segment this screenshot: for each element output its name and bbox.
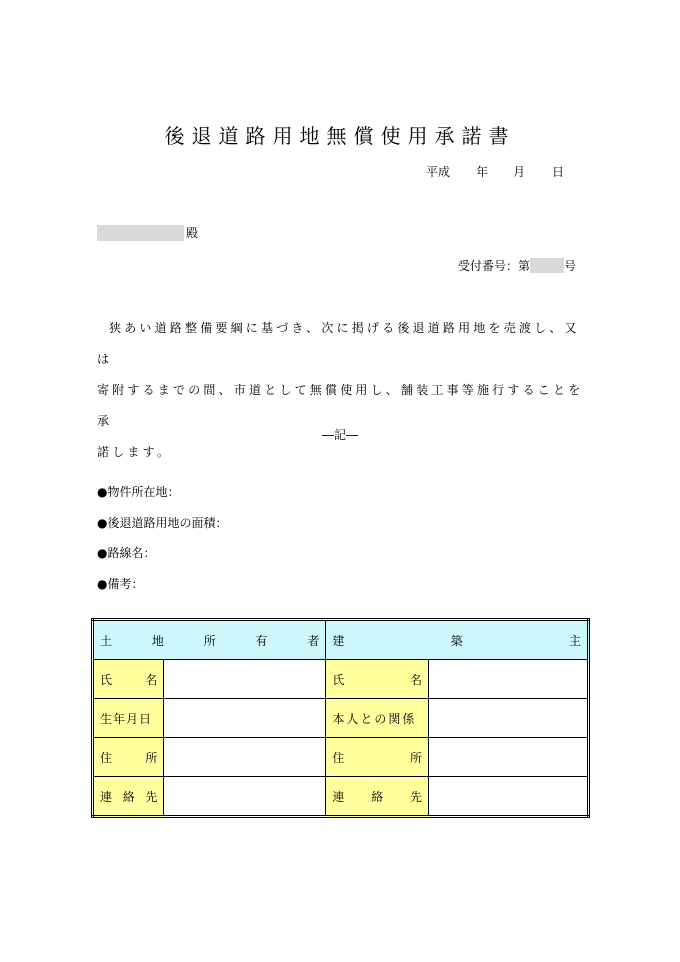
date-day: 日 xyxy=(552,165,565,179)
table-row xyxy=(93,777,589,817)
label-name-left xyxy=(93,660,164,699)
label-char: 絡 xyxy=(371,789,384,804)
table-row xyxy=(93,738,589,777)
label-birthdate xyxy=(93,699,164,738)
value-address-right[interactable] xyxy=(429,738,589,777)
label-char: 先 xyxy=(410,789,423,804)
label-contact-right xyxy=(326,777,429,817)
header-char: 築 xyxy=(450,633,463,648)
label-char: 先 xyxy=(145,789,158,804)
ki-marker: ―記― xyxy=(321,428,358,442)
label-char: 氏 xyxy=(332,672,345,687)
label-char: 住 xyxy=(100,750,113,765)
label-char: 絡 xyxy=(122,789,135,804)
header-builder xyxy=(326,620,589,660)
receipt-redaction xyxy=(530,258,564,273)
value-birthdate[interactable] xyxy=(164,699,326,738)
date-era: 平成 xyxy=(426,165,451,179)
body-line-2: 寄附するまでの間、市道として無償使用し、舗装工事等施行することを承 xyxy=(97,383,584,428)
header-char: 建 xyxy=(332,633,345,648)
date-year: 年 xyxy=(476,165,489,179)
label-char: 連 xyxy=(100,789,113,804)
label-address-left xyxy=(93,738,164,777)
label-char: 連 xyxy=(332,789,345,804)
header-char: 主 xyxy=(568,633,581,648)
bullet-setback-area: ●後退道路用地の面積： xyxy=(97,516,228,530)
label-char: 所 xyxy=(410,750,423,765)
label-address-right xyxy=(326,738,429,777)
header-char: 所 xyxy=(203,633,216,648)
document-title: 後退道路用地無償使用承諾書 xyxy=(164,124,516,148)
label-char: 所 xyxy=(145,750,158,765)
value-name-left[interactable] xyxy=(164,660,326,699)
label-text: 本人との関係 xyxy=(332,711,417,726)
bullet-route-name: ●路線名： xyxy=(97,546,156,560)
label-char: 名 xyxy=(410,672,423,687)
label-contact-left xyxy=(93,777,164,817)
addressee-suffix: 殿 xyxy=(186,226,199,240)
body-line-1: 狭あい道路整備要綱に基づき、次に掲げる後退道路用地を売渡し、又は xyxy=(97,321,580,366)
label-char: 名 xyxy=(145,672,158,687)
header-landowner xyxy=(93,620,326,660)
addressee-redaction xyxy=(97,225,184,241)
party-table xyxy=(91,618,590,818)
label-relationship xyxy=(326,699,429,738)
header-char: 土 xyxy=(100,633,113,648)
value-name-right[interactable] xyxy=(429,660,589,699)
label-text: 生年月日 xyxy=(100,711,153,726)
header-char: 地 xyxy=(151,633,164,648)
label-name-right xyxy=(326,660,429,699)
header-char: 者 xyxy=(307,633,320,648)
value-relationship[interactable] xyxy=(429,699,589,738)
body-paragraph xyxy=(97,313,587,468)
label-char: 住 xyxy=(332,750,345,765)
receipt-prefix: 受付番号：第 xyxy=(458,259,531,273)
value-contact-right[interactable] xyxy=(429,777,589,817)
table-header-row xyxy=(93,620,589,660)
receipt-suffix: 号 xyxy=(564,259,577,273)
body-line-3: 諾します。 xyxy=(97,445,173,459)
header-char: 有 xyxy=(255,633,268,648)
bullet-remarks: ●備考： xyxy=(97,577,144,591)
value-contact-left[interactable] xyxy=(164,777,326,817)
bullet-property-location: ●物件所在地： xyxy=(97,485,180,499)
table-row xyxy=(93,660,589,699)
date-month: 月 xyxy=(513,165,526,179)
receipt-number xyxy=(458,257,576,274)
label-char: 氏 xyxy=(100,672,113,687)
table-row xyxy=(93,699,589,738)
value-address-left[interactable] xyxy=(164,738,326,777)
